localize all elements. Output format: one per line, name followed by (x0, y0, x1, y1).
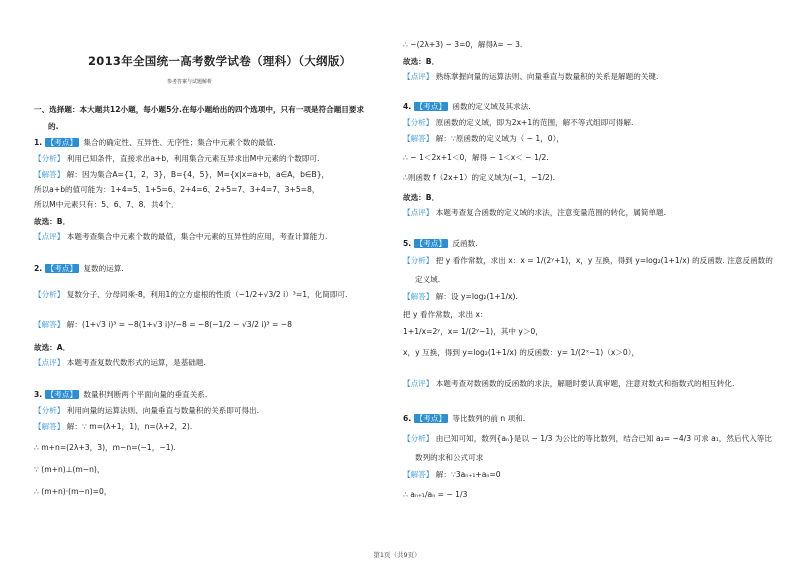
jieda-tag: 【解答】 (34, 320, 65, 329)
q3-kaodian: 数量积判断两个平面向量的垂直关系. (83, 390, 208, 399)
page-footer: 第1页（共9页） (373, 551, 421, 559)
jieda-tag: 【解答】 (34, 422, 65, 431)
q2-dianping: 本题考查复数代数形式的运算，是基础题. (66, 358, 206, 367)
q2-kaodian: 复数的运算. (83, 264, 124, 273)
q2-kaodian-line (34, 264, 124, 274)
q2-answer: 故选：A． (34, 343, 71, 352)
q1-answer: 故选：B． (34, 217, 71, 226)
fenxi-tag: 【分析】 (403, 434, 434, 443)
jieda-tag: 【解答】 (403, 134, 434, 143)
fenxi-tag: 【分析】 (403, 118, 434, 127)
dianping-tag: 【点评】 (34, 358, 65, 367)
q1-dianping-line (34, 232, 327, 242)
q3-jieda: 解：∵ m=(λ+1，1)，n=(λ+2，2). (66, 422, 193, 431)
q3-dianping-line (403, 72, 658, 82)
q5-dianping: 本题考查对数函数的反函数的求法，解题时要认真审题，注意对数式和指数式的相互转化. (435, 379, 735, 388)
q5-kaodian: 反函数. (452, 239, 478, 248)
q4-fenxi-line (403, 118, 633, 128)
q3-end-line1: ∴ −(2λ+3) − 3=0，解得λ= − 3. (403, 40, 523, 49)
q2-dianping-line (34, 358, 206, 368)
q6-jieda: 解：∵3aₙ₊₁+aₙ=0 (435, 470, 501, 479)
q1-number: 1. (34, 138, 43, 147)
q4-dianping-line (403, 208, 666, 218)
q4-line3: ∴则函数 f（2x+1）的定义域为(−1，−1/2). (403, 173, 556, 182)
q3-line3: ∵ (m+n)⊥(m−n)， (34, 465, 105, 474)
q5-line4: x，y 互换，得到 y=log₂(1+1/x) 的反函数：y= 1/(2ˣ−1)（x＞0）， (403, 348, 640, 357)
q2-fenxi-line (34, 290, 347, 300)
q2-jieda: 解：(1+√3 i)³ = −8(1+√3 i)³/−8 = −8(−1/2 − √3/2 i)³ = −8 (66, 320, 292, 329)
fenxi-tag: 【分析】 (34, 406, 65, 415)
q1-kaodian: 集合的确定性、互异性、无序性；集合中元素个数的最值. (83, 138, 276, 147)
q3-fenxi-line (34, 406, 259, 416)
q5-line2: 把 y 看作常数，求出 x： (403, 310, 488, 319)
q2-jieda-line (34, 320, 292, 330)
q3-jieda-line (34, 422, 192, 432)
q6-line2: ∴ aₙ₊₁/aₙ = − 1/3 (403, 490, 468, 499)
section-heading-cont: 的. (48, 122, 59, 131)
q3-number: 3. (34, 390, 43, 399)
q6-kaodian-line (403, 414, 525, 424)
jieda-tag: 【解答】 (403, 470, 434, 479)
q5-jieda: 解：设 y=log₂(1+1/x). (435, 292, 518, 301)
fenxi-tag: 【分析】 (403, 256, 434, 265)
kaodian-tag: 【考点】 (46, 264, 77, 273)
dianping-tag: 【点评】 (403, 379, 434, 388)
q3-kaodian-line (34, 390, 207, 400)
section-heading: 一、选择题：本大题共12小题，每小题5分.在每小题给出的四个选项中，只有一项是符合题目要求 (34, 105, 365, 114)
q4-dianping: 本题考查复合函数的定义域的求法，注意变量范围的转化，属简单题. (435, 208, 667, 217)
page-subtitle: 参考答案与试题解析 (167, 79, 213, 85)
q2-fenxi: 复数分子、分母同乘-8，利用1的立方虚根的性质（−1/2+√3/2 i）³=1，化简即可. (66, 290, 348, 299)
q4-number: 4. (403, 102, 412, 111)
q6-number: 6. (403, 414, 412, 423)
q5-kaodian-line (403, 239, 478, 249)
q3-answer: 故选：B． (403, 57, 440, 66)
q3-dianping: 熟练掌握向量的运算法则、向量垂直与数量积的关系是解题的关键. (435, 72, 659, 81)
page-title: 2013年全国统一高考数学试卷（理科）（大纲版） (88, 54, 352, 68)
kaodian-tag: 【考点】 (46, 138, 77, 147)
q5-line3: 1+1/x=2ʸ，x= 1/(2ʸ−1)，其中 y＞0， (403, 327, 543, 336)
q1-fenxi: 利用已知条件，直接求出a+b，利用集合元素互异求出M中元素的个数即可. (66, 154, 320, 163)
kaodian-tag: 【考点】 (415, 102, 446, 111)
fenxi-tag: 【分析】 (34, 154, 65, 163)
q6-fenxi-line (403, 434, 772, 444)
q1-kaodian-line (34, 138, 276, 148)
q5-fenxi: 把 y 看作常数，求出 x：x = 1/(2ʸ+1)，x，y 互换，得到 y=log₂(1+1/x) 的反函数. 注意反函数的 (435, 256, 773, 265)
q6-fenxi-cont: 数列的求和公式可求 (415, 453, 484, 462)
q4-line2: ∴ − 1＜2x+1＜0，解得 − 1＜x＜ − 1/2. (403, 153, 549, 162)
q5-number: 5. (403, 239, 412, 248)
q4-jieda: 解：∵原函数的定义域为（ − 1，0）， (435, 134, 564, 143)
q2-number: 2. (34, 264, 43, 273)
q3-line2: ∴ m+n=(2λ+3，3)，m−n=(−1，−1). (34, 443, 176, 452)
q3-line4: ∴ (m+n)·(m−n)=0， (34, 487, 112, 496)
dianping-tag: 【点评】 (403, 208, 434, 217)
kaodian-tag: 【考点】 (415, 239, 446, 248)
q1-jieda-line (34, 170, 329, 180)
q1-line3: 所以M中元素只有：5、6、7、8．共4个． (34, 200, 179, 209)
kaodian-tag: 【考点】 (415, 414, 446, 423)
q5-fenxi-cont: 定义域. (415, 275, 441, 284)
q4-jieda-line (403, 134, 564, 144)
q4-kaodian-line (403, 102, 531, 112)
q6-jieda-line (403, 470, 501, 480)
q5-dianping-line (403, 379, 734, 389)
dianping-tag: 【点评】 (403, 72, 434, 81)
q1-fenxi-line (34, 154, 319, 164)
dianping-tag: 【点评】 (34, 232, 65, 241)
q1-dianping: 本题考查集合中元素个数的最值，集合中元素的互异性的应用，考查计算能力. (66, 232, 328, 241)
jieda-tag: 【解答】 (34, 170, 65, 179)
q4-kaodian: 函数的定义域及其求法. (452, 102, 531, 111)
q4-fenxi: 原函数的定义域，即为2x+1的范围，解不等式组即可得解. (435, 118, 634, 127)
jieda-tag: 【解答】 (403, 292, 434, 301)
q5-fenxi-line (403, 256, 773, 266)
q3-fenxi: 利用向量的运算法则、向量垂直与数量积的关系即可得出. (66, 406, 260, 415)
q4-answer: 故选：B． (403, 193, 440, 202)
fenxi-tag: 【分析】 (34, 290, 65, 299)
q6-kaodian: 等比数列的前 n 项和. (452, 414, 526, 423)
kaodian-tag: 【考点】 (46, 390, 77, 399)
q5-jieda-line (403, 292, 518, 302)
q6-fenxi: 由已知可知，数列{aₙ}是以 − 1/3 为公比的等比数列，结合已知 a₂= −4/3 可求 a₁，然后代入等比 (435, 434, 772, 443)
q1-line2: 所以a+b的值可能为：1+4=5、1+5=6、2+4=6、2+5=7、3+4=7、3+5=8， (34, 185, 320, 194)
q1-jieda: 解：因为集合A={1，2，3}，B={4，5}，M={x|x=a+b，a∈A，b∈B}， (66, 170, 330, 179)
